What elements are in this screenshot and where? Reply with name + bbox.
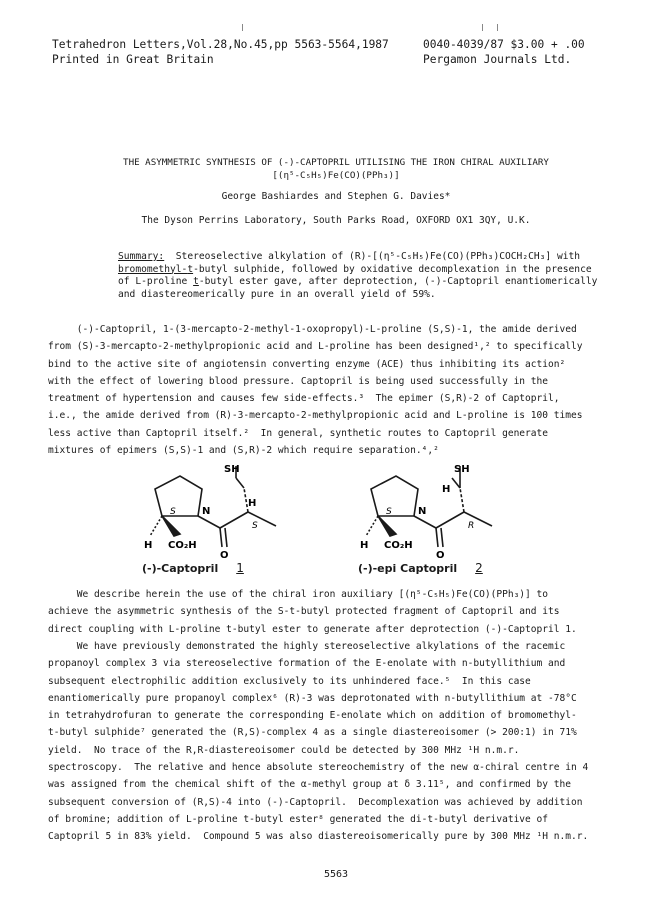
s-stereo-label: S <box>170 507 176 517</box>
crop-mark <box>497 24 498 31</box>
summary-line: Stereoselective alkylation of (R)-[(η⁵-C₅H₅)Fe(CO)(PPh₃)COCH₂CH₃] with <box>164 251 581 262</box>
s-stereo-label: S <box>386 507 392 517</box>
printed-in: Printed in Great Britain <box>52 53 214 66</box>
captopril-caption <box>142 561 244 575</box>
summary-line: bromomethyl- <box>118 263 188 275</box>
co2h-label: CO₂H <box>384 540 413 551</box>
text-line: t-butyl sulphide⁷ generated the (R,S)-complex 4 as a single diastereoisomer (> 200:1) in 71% <box>48 727 577 739</box>
h-label: H <box>442 484 451 495</box>
text-line: We have previously demonstrated the highly stereoselective alkylations of the racemic <box>48 641 566 652</box>
co2h-label: CO₂H <box>168 540 197 551</box>
caption-text: (-)-epi Captopril <box>358 562 458 575</box>
text-line: mixtures of epimers (S,S)-1 and (S,R)-2 which require separation.⁴,² <box>48 445 439 457</box>
sh-label: SH <box>224 464 240 475</box>
summary <box>118 251 638 301</box>
h-label: H <box>360 540 369 551</box>
journal-citation: Tetrahedron Letters,Vol.28,No.45,pp 5563-5564,1987 <box>52 38 389 51</box>
paper-title <box>0 156 672 182</box>
caption-text: (-)-Captopril <box>142 562 219 575</box>
journal-header-left <box>52 37 389 67</box>
issn-price: 0040-4039/87 $3.00 + .00 <box>423 38 585 51</box>
text-line: subsequent conversion of (R,S)-4 into (-)-Captopril. Decomplexation was achieved by addition <box>48 796 583 808</box>
h-label: H <box>144 540 153 551</box>
summary-line: -butyl ester gave, after deprotection, (-)-Captopril enantiomerically <box>198 276 598 288</box>
compound-number: 2 <box>475 561 483 575</box>
n-label: N <box>418 506 427 517</box>
affiliation: The Dyson Perrins Laboratory, South Parks Road, OXFORD OX1 3QY, U.K. <box>141 215 531 226</box>
title-line-1: THE ASYMMETRIC SYNTHESIS OF (-)-CAPTOPRIL UTILISING THE IRON CHIRAL AUXILIARY <box>123 157 549 168</box>
compound-number: 1 <box>236 561 244 575</box>
journal-header-right <box>423 37 585 67</box>
summary-label: Summary: <box>118 251 165 262</box>
pyrrolidine-ring <box>155 476 202 516</box>
text-line: We describe herein the use of the chiral iron auxiliary [(η⁵-C₅H₅)Fe(CO)(PPh₃)] to <box>48 589 549 600</box>
text-line: bind to the active site of angiotensin converting enzyme (ACE) thus inhibiting its action² <box>48 358 566 370</box>
text-line: from (S)-3-mercapto-2-methylpropionic acid and L-proline has been designed¹,² to specifically <box>48 341 583 353</box>
s-stereo-label: S <box>252 521 258 531</box>
text-line: in tetrahydrofuran to generate the corresponding E-enolate which on addition of bromomethyl- <box>48 710 577 722</box>
h-label: H <box>248 498 257 509</box>
text-line: was assigned from the chemical shift of the α-methyl group at δ 3.11⁵, and confirmed by the <box>48 779 572 791</box>
publisher: Pergamon Journals Ltd. <box>423 53 572 66</box>
crop-mark <box>482 24 483 31</box>
text-line: i.e., the amide derived from (R)-3-mercapto-2-methylpropionic acid and L-proline is 100 times <box>48 410 583 422</box>
o-label: O <box>220 550 229 559</box>
text-line: subsequent electrophilic addition exclusively to its unhindered face.⁵ In this case <box>48 675 531 687</box>
paragraph-3 <box>48 638 638 846</box>
epicaptopril-structure <box>356 464 546 559</box>
paragraph-1 <box>48 321 638 459</box>
text-line: of bromine; addition of L-proline t-butyl ester⁸ generated the di-t-butyl derivative of <box>48 813 549 825</box>
paragraph-2 <box>48 586 638 638</box>
text-line: Captopril 5 in 83% yield. Compound 5 was also diastereoisomerically pure by 300 MHz ¹H n.m.r. <box>48 831 589 843</box>
authors: George Bashiardes and Stephen G. Davies* <box>221 191 451 202</box>
o-label: O <box>436 550 445 559</box>
summary-italic-t: t <box>193 276 199 288</box>
text-line: propanoyl complex 3 via stereoselective formation of the E-enolate with n-butyllithium and <box>48 658 566 670</box>
text-line: treatment of hypertension and causes few side-effects.³ The epimer (S,R)-2 of Captopril, <box>48 393 560 405</box>
text-line: direct coupling with L-proline t-butyl ester to generate after deprotection (-)-Captopril 1. <box>48 623 577 635</box>
text-line: (-)-Captopril, 1-(3-mercapto-2-methyl-1-oxopropyl)-L-proline (S,S)-1, the amide derived <box>48 324 577 335</box>
text-line: spectroscopy. The relative and hence absolute stereochemistry of the new α-chiral centre in 4 <box>48 762 589 774</box>
page-number: 5563 <box>323 869 349 880</box>
sh-label: SH <box>454 464 470 475</box>
epicaptopril-caption <box>358 561 483 575</box>
summary-line: of L-proline <box>118 276 194 288</box>
text-line: with the effect of lowering blood pressure. Captopril is being used successfully in the <box>48 375 549 387</box>
text-line: achieve the asymmetric synthesis of the S-t-butyl protected fragment of Captopril and its <box>48 606 560 618</box>
text-line: enantiomerically pure propanoyl complex⁶ (R)-3 was deprotonated with n-butyllithium at -78°C <box>48 692 577 704</box>
captopril-structure <box>140 464 330 559</box>
text-line: yield. No trace of the R,R-diastereoisomer could be detected by 300 MHz ¹H n.m.r. <box>48 744 520 756</box>
text-line: less active than Captopril itself.² In general, synthetic routes to Captopril generate <box>48 427 549 439</box>
summary-line: and diastereomerically pure in an overall yield of 59%. <box>118 288 436 300</box>
summary-italic-t: t <box>187 263 194 275</box>
r-stereo-label: R <box>468 521 475 531</box>
summary-line: -butyl sulphide, followed by oxidative decomplexation in the presence <box>193 263 592 275</box>
pyrrolidine-ring <box>371 476 418 516</box>
crop-mark <box>242 24 243 31</box>
title-line-2: [(η⁵-C₅H₅)Fe(CO)(PPh₃)] <box>272 170 400 181</box>
n-label: N <box>202 506 211 517</box>
